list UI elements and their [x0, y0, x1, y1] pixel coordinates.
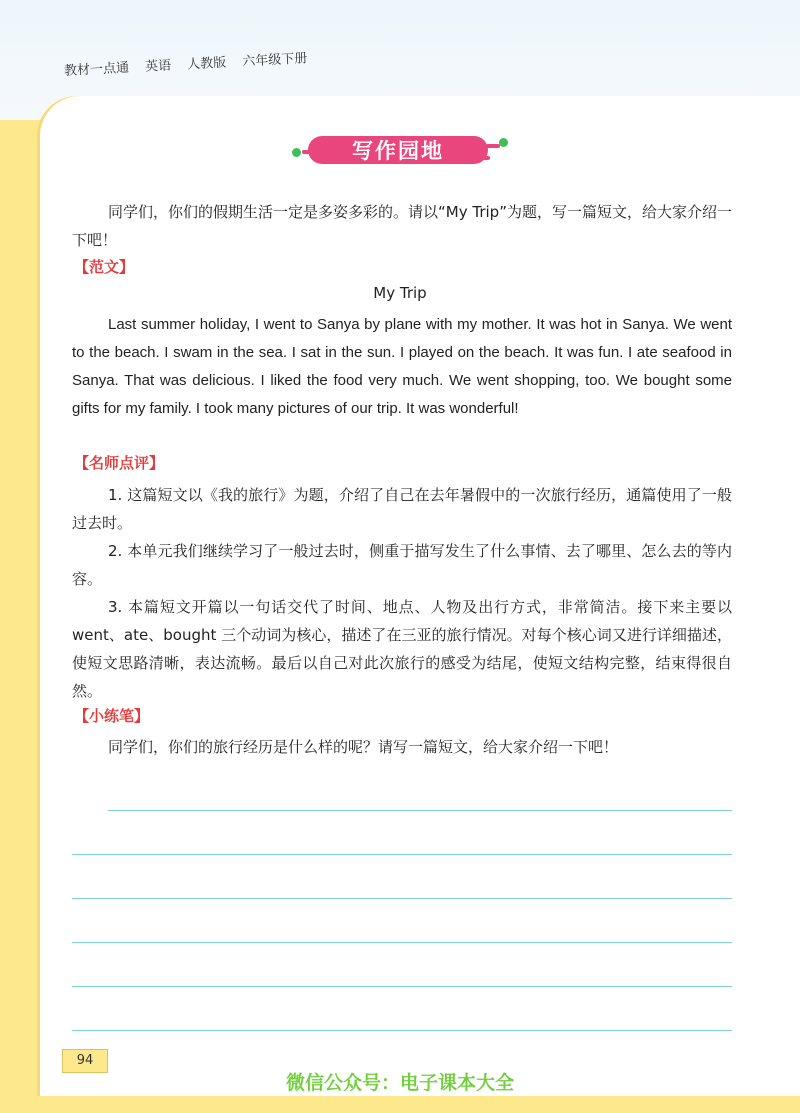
header-subject: 英语	[144, 58, 172, 75]
banner-pill	[308, 136, 488, 164]
green-dot-icon	[292, 148, 301, 157]
page-number: 94	[62, 1049, 108, 1073]
writing-line[interactable]	[72, 1030, 732, 1031]
banner-stripe	[486, 144, 500, 148]
watermark: 微信公众号：电子课本大全	[285, 1072, 514, 1094]
sample-label: 【范文】	[74, 258, 135, 276]
practice-prompt: 同学们，你们的旅行经历是什么样的呢？请写一篇短文，给大家介绍一下吧！	[108, 738, 619, 756]
essay-body: Last summer holiday, I went to Sanya by plane with my mother. It was hot in Sanya. We went to the beach. I swam in the sea. I sat in the sun. I played on the beach. It was fun. I ate seafood in Sanya. That was delicious. I liked the food very much. We went shopping, too. We bought some gifts for my family. I took many pictures of our trip. It was wonderful!	[72, 316, 732, 417]
writing-line[interactable]	[72, 854, 732, 855]
header-book: 教材一点通	[63, 60, 130, 79]
comment-item: 1. 这篇短文以《我的旅行》为题，介绍了自己在去年暑假中的一次旅行经历，通篇使用了一般过去时。	[72, 486, 732, 532]
section-banner	[290, 134, 510, 170]
intro-paragraph: 同学们，你们的假期生活一定是多姿多彩的。请以“My Trip”为题，写一篇短文，给大家介绍一下吧！	[72, 203, 732, 249]
comment-item: 3. 本篇短文开篇以一句话交代了时间、地点、人物及出行方式，非常简洁。接下来主要以 went、ate、bought 三个动词为核心，描述了在三亚的旅行情况。对每个核心词又进行详细描述，使短文思路清晰，表达流畅。最后以自己对此次旅行的感受为结尾，使短文结构完整，结束得很自然。	[72, 598, 732, 700]
comment-item: 2. 本单元我们继续学习了一般过去时，侧重于描写发生了什么事情、去了哪里、怎么去的等内容。	[72, 542, 732, 588]
green-dot-icon	[499, 138, 508, 147]
header-grade: 六年级下册	[241, 51, 308, 70]
writing-line[interactable]	[72, 898, 732, 899]
writing-line[interactable]	[108, 810, 732, 811]
comments-label: 【名师点评】	[74, 454, 165, 472]
banner-stripe	[480, 156, 490, 160]
header-edition: 人教版	[186, 55, 227, 73]
writing-line[interactable]	[72, 986, 732, 987]
practice-label: 【小练笔】	[74, 707, 150, 725]
writing-line[interactable]	[72, 942, 732, 943]
section-title: 写作园地	[352, 139, 444, 163]
essay-title: My Trip	[373, 284, 427, 302]
